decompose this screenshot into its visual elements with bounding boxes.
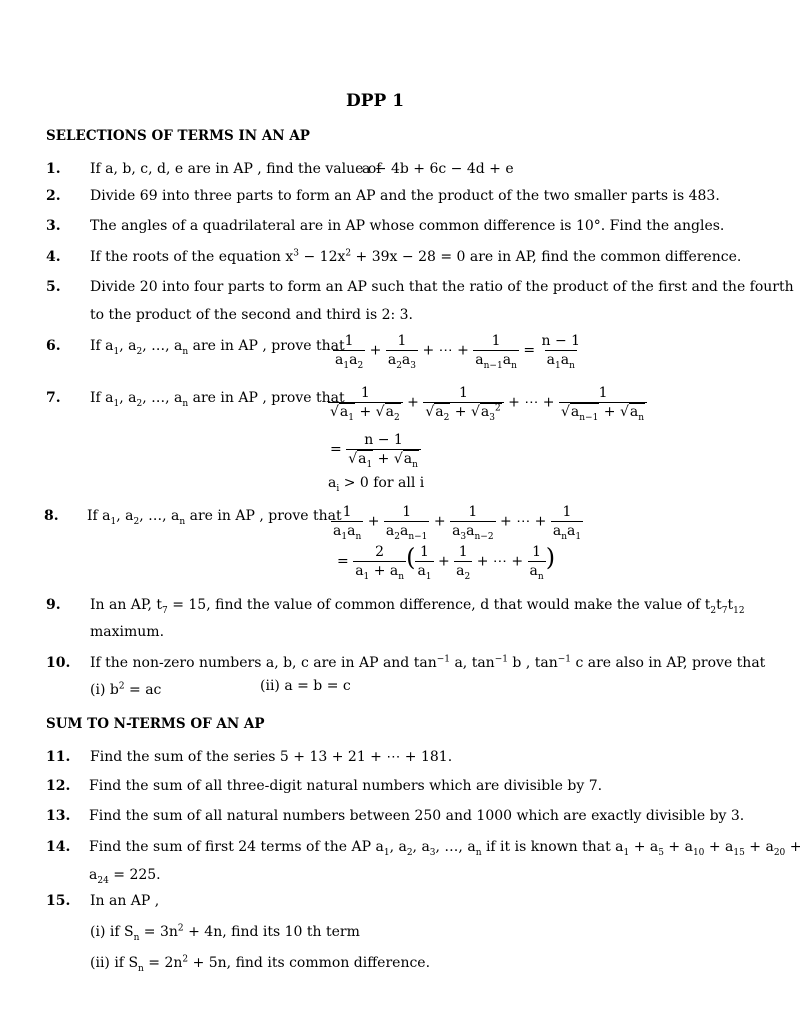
question-number: 5. <box>46 279 61 295</box>
question-number: 9. <box>46 597 61 613</box>
question-text: Find the sum of first 24 terms of the AP $a_1$, $a_2$, $a_3$, …, $a_n$ if it is known that $a_1 + a_5 + a_{10} + a_{15} + a_{20}$ + <box>89 839 801 858</box>
question-text: If $a_1$, $a_2$, …, $a_n$ are in AP , prove that <box>90 338 345 357</box>
question-part: (ii) a = b = c <box>260 678 351 694</box>
question-text: maximum. <box>90 624 165 640</box>
question-number: 12. <box>46 778 71 794</box>
question-number: 6. <box>46 338 61 354</box>
question-text: If the non-zero numbers a, b, c are in AP and $\tan^{-1} a$, $\tan^{-1} b$ , $\tan^{-1} c$ are also in AP, prove that <box>90 654 766 671</box>
question-part: (i) if $S_n = 3n^2 + 4n$, find its 10 th term <box>90 923 360 943</box>
question-number: 14. <box>46 839 71 855</box>
question-text: If $a_1$, $a_2$, …, $a_n$ are in AP , prove that <box>87 508 342 527</box>
question-text: In an AP , <box>90 893 160 909</box>
math-equation: $\frac{1}{a_1a_2}$ + $\frac{1}{a_2a_3}$ + ⋯ + $\frac{1}{a_{n-1}a_n}$ = $\frac{n - 1}{a_1a_n}$ <box>335 333 581 371</box>
math-expression: a − 4b + 6c − 4d + e <box>362 161 514 177</box>
question-text: $a_{24} = 225$. <box>89 867 161 886</box>
question-number: 1. <box>46 161 61 177</box>
question-number: 11. <box>46 749 71 765</box>
question-text: Find the sum of all three-digit natural numbers which are divisible by 7. <box>89 778 603 794</box>
question-number: 2. <box>46 188 61 204</box>
math-condition: $a_i > 0$ for all i <box>328 475 425 494</box>
question-text: In an AP, $t_7 = 15$, find the value of common difference, d that would make the value of $t_2t_7t_{12}$ <box>90 597 745 616</box>
question-number: 7. <box>46 390 61 406</box>
math-equation: = $\frac{n - 1}{√a_1 + √a_n}$ <box>330 433 421 466</box>
question-text: to the product of the second and third is 2: 3. <box>90 307 414 323</box>
math-equation: $\frac{1}{a_1a_n}$ + $\frac{1}{a_2a_{n-1}}$ + $\frac{1}{a_3a_{n-2}}$ + ⋯ + $\frac{1}{a_na_1}$ <box>333 504 582 542</box>
question-number: 15. <box>46 893 71 909</box>
section-heading: SUM TO N-TERMS OF AN AP <box>46 716 265 732</box>
question-text: If the roots of the equation $x^3 - 12x^2 + 39x - 28 = 0$ are in AP, find the common difference. <box>90 248 742 265</box>
question-number: 10. <box>46 655 71 671</box>
question-text: Find the sum of the series 5 + 13 + 21 + ⋯ + 181. <box>90 749 453 765</box>
question-number: 4. <box>46 249 61 265</box>
question-text: Divide 69 into three parts to form an AP and the product of the two smaller parts is 483. <box>90 188 720 204</box>
question-text: If $a_1$, $a_2$, …, $a_n$ are in AP , prove that <box>90 390 345 409</box>
question-number: 3. <box>46 218 61 234</box>
question-number: 8. <box>44 508 59 524</box>
section-heading: SELECTIONS OF TERMS IN AN AP <box>46 128 310 144</box>
question-number: 13. <box>46 808 71 824</box>
question-part: (i) $b^2$ = ac <box>90 681 162 698</box>
page-title: DPP 1 <box>346 91 405 111</box>
question-text: If a, b, c, d, e are in AP , find the value of <box>90 161 382 177</box>
math-equation: = $\frac{2}{a_1 + a_n}$ ( $\frac{1}{a_1}$ + $\frac{1}{a_2}$ + ⋯ + $\frac{1}{a_n}$ ) <box>337 543 556 582</box>
question-text: Find the sum of all natural numbers between 250 and 1000 which are exactly divisible by 3. <box>89 808 745 824</box>
math-equation: $\frac{1}{√a_1 + √a_2}$ + $\frac{1}{√a_2 + √a_3^2}$ + ⋯ + $\frac{1}{√a_{n-1} + √a_n}$ <box>328 386 647 419</box>
question-text: The angles of a quadrilateral are in AP whose common difference is 10°. Find the angles. <box>90 218 725 234</box>
question-part: (ii) if $S_n = 2n^2 + 5n$, find its common difference. <box>90 954 431 974</box>
question-text: Divide 20 into four parts to form an AP such that the ratio of the product of the first and the fourth <box>90 279 794 295</box>
